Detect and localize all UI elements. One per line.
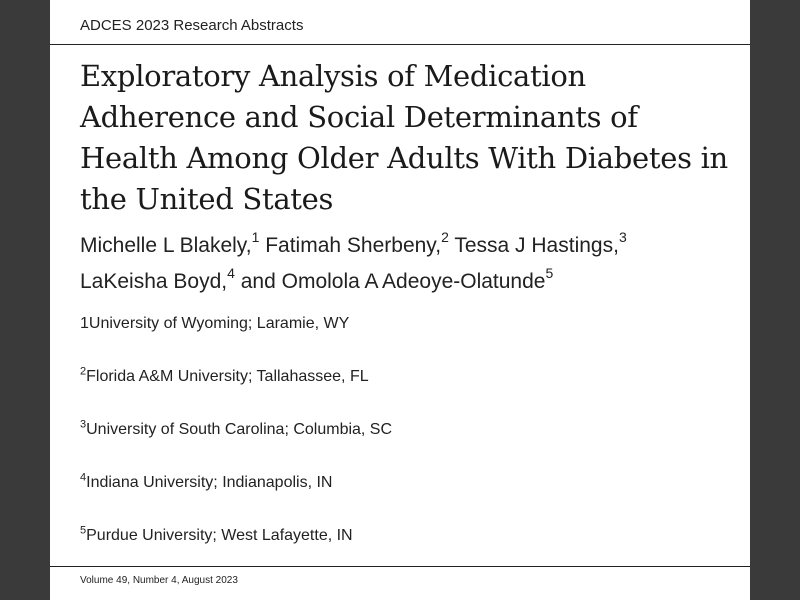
author-name: LaKeisha Boyd,: [80, 270, 228, 293]
author-name: Tessa J Hastings,: [454, 234, 619, 257]
author-name: Fatimah Sherbeny,: [265, 234, 442, 257]
affiliation: [80, 471, 333, 492]
author-name: Michelle L Blakely,: [80, 234, 252, 257]
author-name: and Omolola A Adeoye-Olatunde: [240, 270, 546, 293]
author-affiliation-marker: 5: [545, 265, 554, 281]
affiliation-number: 2: [80, 365, 87, 378]
affiliation-text: Florida A&M University; Tallahassee, FL: [86, 368, 369, 385]
document-page: [50, 0, 750, 600]
author-affiliation-marker: 3: [618, 229, 627, 245]
affiliation-text: Purdue University; West Lafayette, IN: [86, 527, 353, 544]
affiliation: [80, 524, 353, 545]
footer-divider: [50, 566, 750, 567]
author-affiliation-marker: 1: [251, 229, 260, 245]
header-divider: [50, 44, 750, 45]
affiliation-text: University of South Carolina; Columbia, SC: [86, 421, 393, 438]
author-affiliation-marker: 2: [441, 229, 449, 245]
article-title: Exploratory Analysis of Medication Adherence and Social Determinants of Health Among Older Adults With Diabetes in the United States: [80, 59, 728, 216]
affiliation: [80, 418, 393, 439]
running-header: ADCES 2023 Research Abstracts: [80, 17, 304, 34]
author-list: [80, 228, 740, 300]
affiliation-number: 3: [80, 418, 87, 431]
affiliation-number: 4: [80, 471, 87, 484]
running-footer: Volume 49, Number 4, August 2023: [80, 575, 238, 586]
affiliation: [80, 365, 369, 386]
author-affiliation-marker: 4: [227, 265, 235, 281]
affiliation-number: 1: [80, 315, 89, 332]
affiliation-number: 5: [80, 524, 87, 537]
affiliation-text: University of Wyoming; Laramie, WY: [88, 315, 350, 332]
affiliation-text: Indiana University; Indianapolis, IN: [86, 474, 333, 491]
affiliation: [80, 315, 349, 333]
